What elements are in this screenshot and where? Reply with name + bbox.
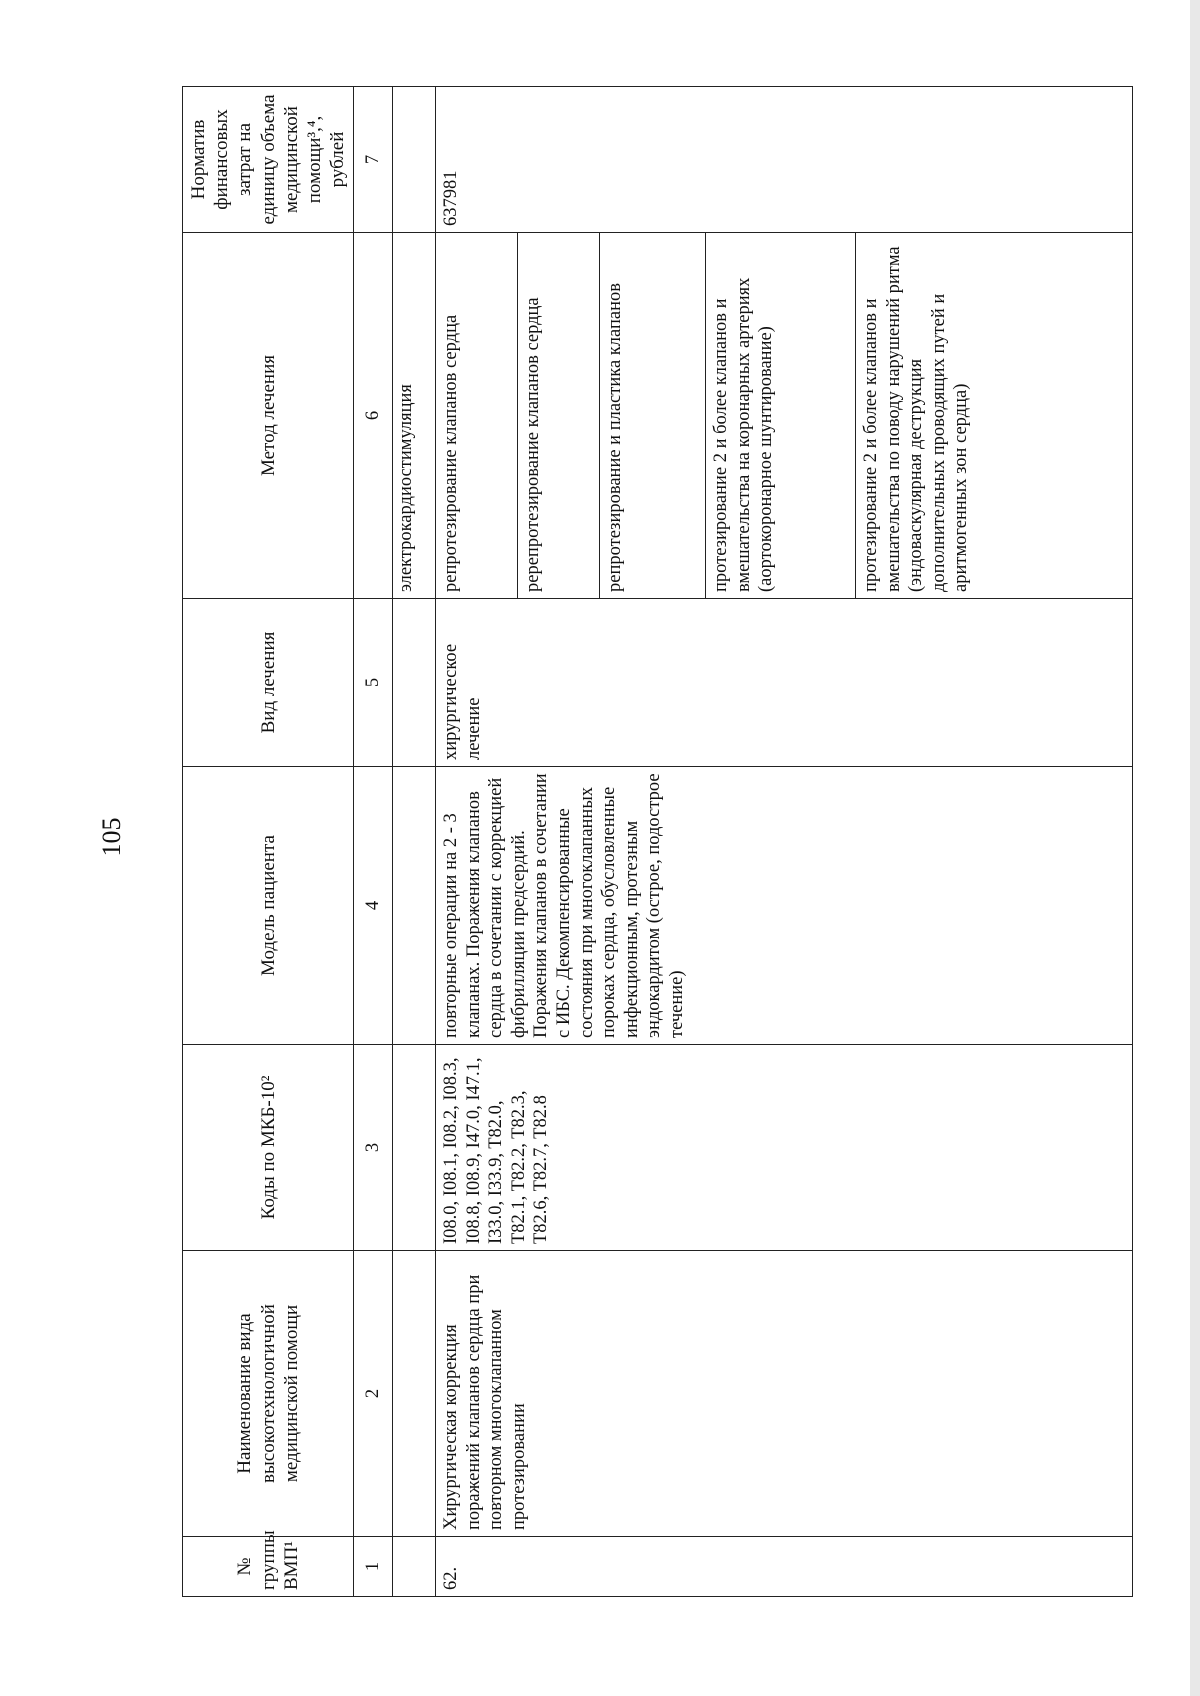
treatment-type-cell: хирургическое лечение	[436, 599, 1133, 767]
method-item: протезирование 2 и более клапанов и вмешательства на коронарных артериях (аортокоронарное шунтирование)	[706, 233, 856, 598]
header-treatment-type: Вид лечения	[183, 599, 354, 767]
patient-model-cell: повторные операции на 2 - 3 клапанах. Поражения клапанов сердца в сочетании с коррекцией фибрилляции предсердий. Поражения клапанов в сочетании с ИБС. Декомпенсированные состояния при многоклапанных пороках сердца, обусловленные инфекционным, протезным эндокардитом (острое, подострое течение)	[436, 767, 1133, 1045]
header-patient-model: Модель пациента	[183, 767, 354, 1045]
column-number: 6	[354, 233, 393, 599]
method-cell	[436, 233, 1133, 599]
vmp-table	[182, 86, 1133, 1597]
column-number: 5	[354, 599, 393, 767]
table-header-row	[183, 87, 354, 1597]
method-item: ререпротезирование клапанов сердца	[518, 233, 600, 598]
group-number-cell: 62.	[436, 1537, 1133, 1597]
header-method: Метод лечения	[183, 233, 354, 599]
codes-cell: I08.0, I08.1, I08.2, I08.3, I08.8, I08.9, I47.0, I47.1, I33.0, I33.9, T82.0, T82.1, T82.2, T82.3, T82.6, T82.7, T82.8	[436, 1045, 1133, 1251]
column-number: 7	[354, 87, 393, 233]
column-number-row	[354, 87, 393, 1597]
table-row	[436, 87, 1133, 1597]
method-item: репротезирование клапанов сердца	[436, 233, 518, 598]
scan-edge	[1190, 0, 1200, 1696]
header-group-number: № группы ВМП¹	[183, 1537, 354, 1597]
cost-cell: 637981	[436, 87, 1133, 233]
rotated-table-container	[182, 87, 1129, 1597]
page-number: 105	[97, 817, 126, 857]
column-number: 3	[354, 1045, 393, 1251]
method-cell: электрокардиостимуляция	[393, 233, 436, 599]
column-number: 1	[354, 1537, 393, 1597]
method-item: репротезирование и пластика клапанов	[600, 233, 706, 598]
header-cost: Норматив финансовых затрат на единицу объема медицинской помощи³,⁴, рублей	[183, 87, 354, 233]
continuation-row	[393, 87, 436, 1597]
name-cell: Хирургическая коррекция поражений клапанов сердца при повторном многоклапанном протезировании	[436, 1251, 1133, 1537]
method-item: протезирование 2 и более клапанов и вмешательства по поводу нарушений ритма (эндоваскулярная деструкция дополнительных проводящих путей и аритмогенных зон сердца)	[861, 246, 972, 592]
column-number: 4	[354, 767, 393, 1045]
header-name: Наименование вида высокотехнологичной медицинской помощи	[183, 1251, 354, 1537]
header-codes: Коды по МКБ-10²	[183, 1045, 354, 1251]
column-number: 2	[354, 1251, 393, 1537]
